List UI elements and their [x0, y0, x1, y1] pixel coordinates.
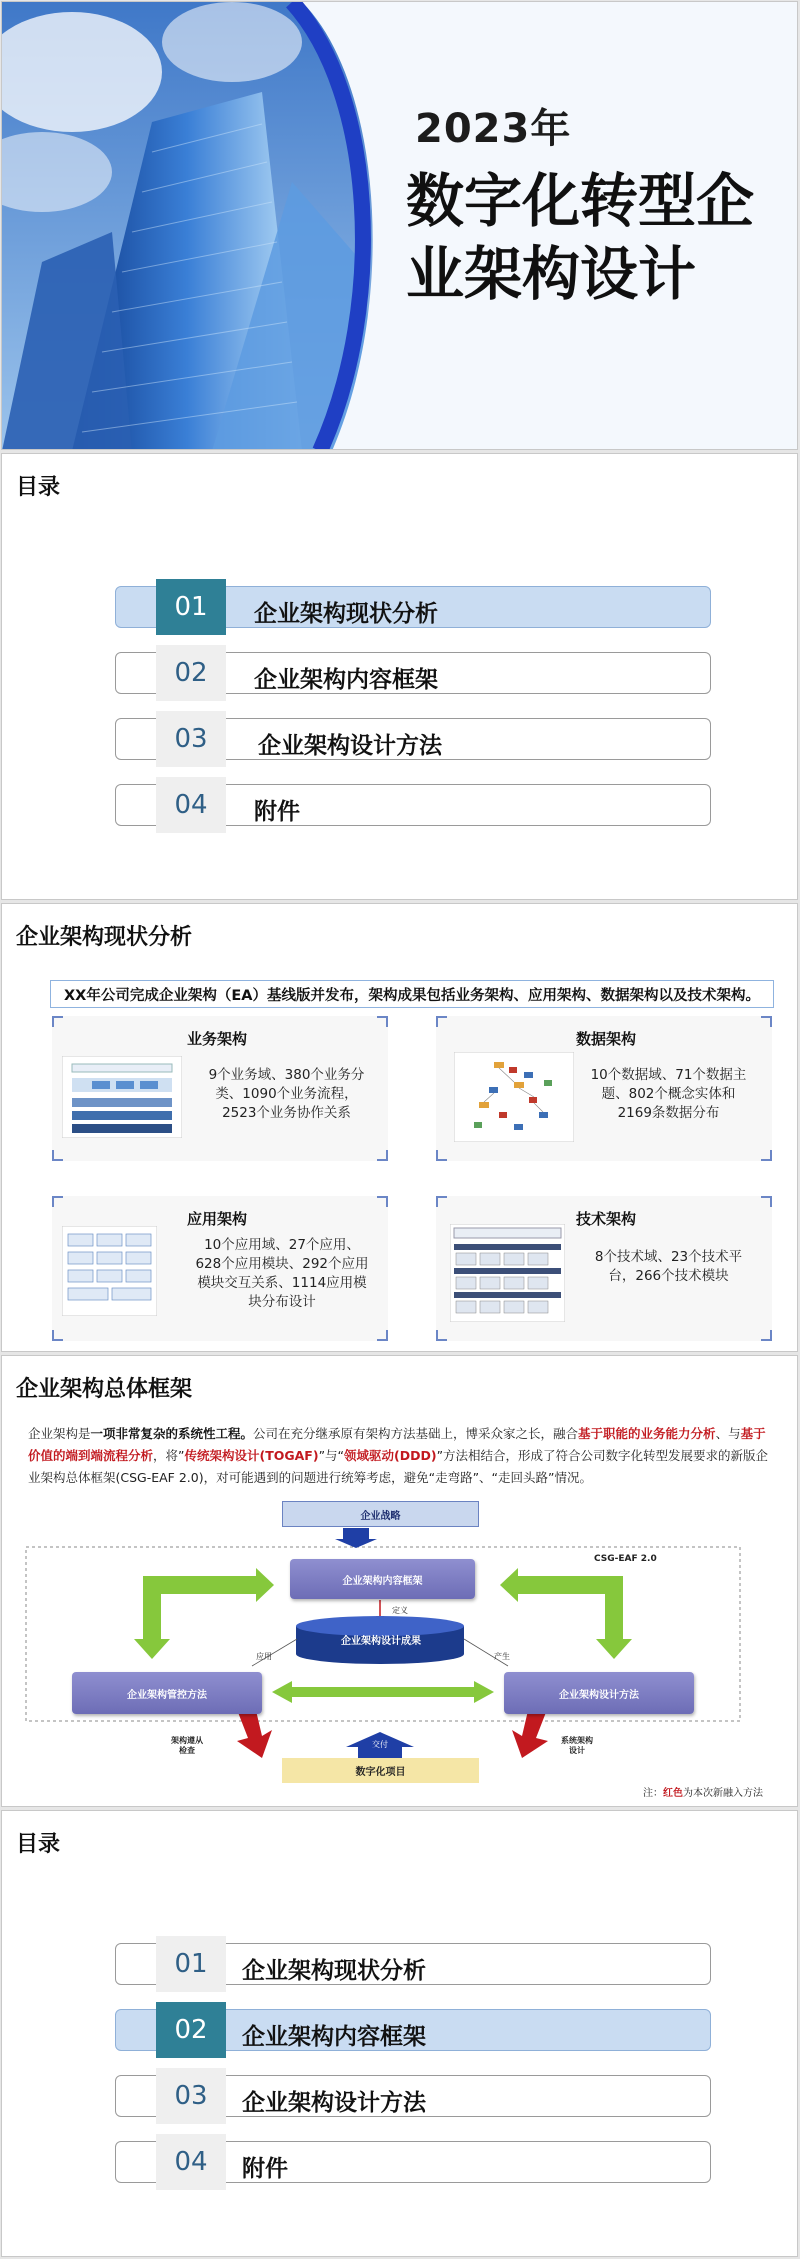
toc-item-01[interactable]: [115, 586, 711, 628]
toc-number: 03: [156, 2068, 226, 2124]
data-architecture-thumbnail: [454, 1052, 574, 1142]
framework-heading: 企业架构总体框架: [16, 1377, 193, 1402]
panel-application: [52, 1196, 388, 1341]
cover-year: 2023年: [415, 106, 572, 152]
toc-label: 企业架构设计方法: [258, 733, 442, 759]
panel-text: 10个应用域、27个应用、628个应用模块、292个应用模块交互关系、1114应用模块分布设计: [195, 1237, 369, 1310]
define-label: 定义: [392, 1606, 408, 1615]
system-design-label: 系统架构设计: [561, 1736, 593, 1755]
panel-data: [436, 1016, 772, 1161]
toc-label: 企业架构现状分析: [254, 601, 438, 627]
business-architecture-thumbnail: [62, 1056, 182, 1138]
toc-number: 01: [156, 579, 226, 635]
govern-method-box: 企业架构管控方法: [72, 1672, 262, 1714]
toc-item-04[interactable]: [115, 784, 711, 826]
toc-item-03[interactable]: [115, 718, 711, 760]
digital-project-box: 数字化项目: [282, 1758, 479, 1783]
toc-item-02[interactable]: [115, 652, 711, 694]
panel-text: 8个技术域、23个技术平台，266个技术模块: [594, 1249, 743, 1284]
cover-title-line1: 数字化转型企: [406, 167, 755, 235]
toc-label: 附件: [242, 2156, 288, 2182]
status-banner: XX年公司完成企业架构（EA）基线版并发布，架构成果包括业务架构、应用架构、数据架构以及技术架构。: [50, 980, 774, 1008]
eaf-version-label: CSG-EAF 2.0: [594, 1554, 657, 1564]
toc-number: 04: [156, 2134, 226, 2190]
cover-title-line2: 业架构设计: [406, 240, 697, 308]
application-architecture-thumbnail: [62, 1226, 157, 1316]
toc-item-03[interactable]: [115, 2075, 711, 2117]
strategy-box: 企业战略: [282, 1501, 479, 1527]
toc-heading: 目录: [16, 1832, 61, 1857]
cover-building-image: [2, 2, 402, 450]
toc-label: 企业架构内容框架: [242, 2024, 426, 2050]
panel-title: 应用架构: [187, 1210, 248, 1228]
results-cylinder-label: 企业架构设计成果: [341, 1636, 421, 1647]
toc-label: 企业架构现状分析: [242, 1958, 426, 1984]
content-frame-box: 企业架构内容框架: [290, 1559, 475, 1599]
toc-number: 03: [156, 711, 226, 767]
toc-label: 企业架构内容框架: [254, 667, 438, 693]
panel-technology: [436, 1196, 772, 1341]
apply-label: 应用: [256, 1652, 272, 1661]
panel-business: [52, 1016, 388, 1161]
technology-architecture-thumbnail: [450, 1224, 565, 1322]
status-heading: 企业架构现状分析: [16, 925, 193, 950]
toc-label: 企业架构设计方法: [242, 2090, 426, 2116]
panel-title: 业务架构: [187, 1030, 248, 1048]
design-method-box: 企业架构设计方法: [504, 1672, 694, 1714]
deliver-label: 交付: [372, 1740, 388, 1749]
panel-title: 技术架构: [576, 1210, 637, 1228]
toc-number: 04: [156, 777, 226, 833]
toc-number: 01: [156, 1936, 226, 1992]
toc-number: 02: [156, 645, 226, 701]
panel-text: 9个业务域、380个业务分类、1090个业务流程，2523个业务协作关系: [208, 1067, 365, 1121]
toc-slide-1: [1, 453, 798, 900]
produce-label: 产生: [494, 1652, 510, 1661]
inherit-label: 承接: [372, 1530, 388, 1539]
status-slide: [1, 903, 798, 1352]
toc-slide-2: [1, 1810, 798, 2257]
panel-title: 数据架构: [576, 1030, 637, 1048]
consistency-check-label: 架构遵从检查: [171, 1736, 203, 1755]
cover-slide: [1, 1, 798, 450]
toc-item-04[interactable]: [115, 2141, 711, 2183]
toc-label: 附件: [254, 799, 300, 825]
toc-number: 02: [156, 2002, 226, 2058]
toc-item-01[interactable]: [115, 1943, 711, 1985]
framework-intro: 企业架构是一项非常复杂的系统性工程。公司在充分继承原有架构方法基础上，博采众家之长，融合基于职能的业务能力分析、与基于价值的端到端流程分析，将”传统架构设计(TOGAF)”与“领域驱动(DDD)”方法相结合，形成了符合公司数字化转型发展要求的新版企业架构总体框架(CSG-EAF 2.0)，对可能遇到的问题进行统筹考虑，避免“走弯路”、“走回头路”情况。: [28, 1426, 769, 1485]
toc-heading: 目录: [16, 475, 61, 500]
toc-item-02[interactable]: [115, 2009, 711, 2051]
framework-slide: [1, 1355, 798, 1807]
panel-text: 10个数据域、71个数据主题、802个概念实体和2169条数据分布: [590, 1067, 747, 1121]
footnote: 注：红色为本次新融入方法: [643, 1788, 763, 1799]
